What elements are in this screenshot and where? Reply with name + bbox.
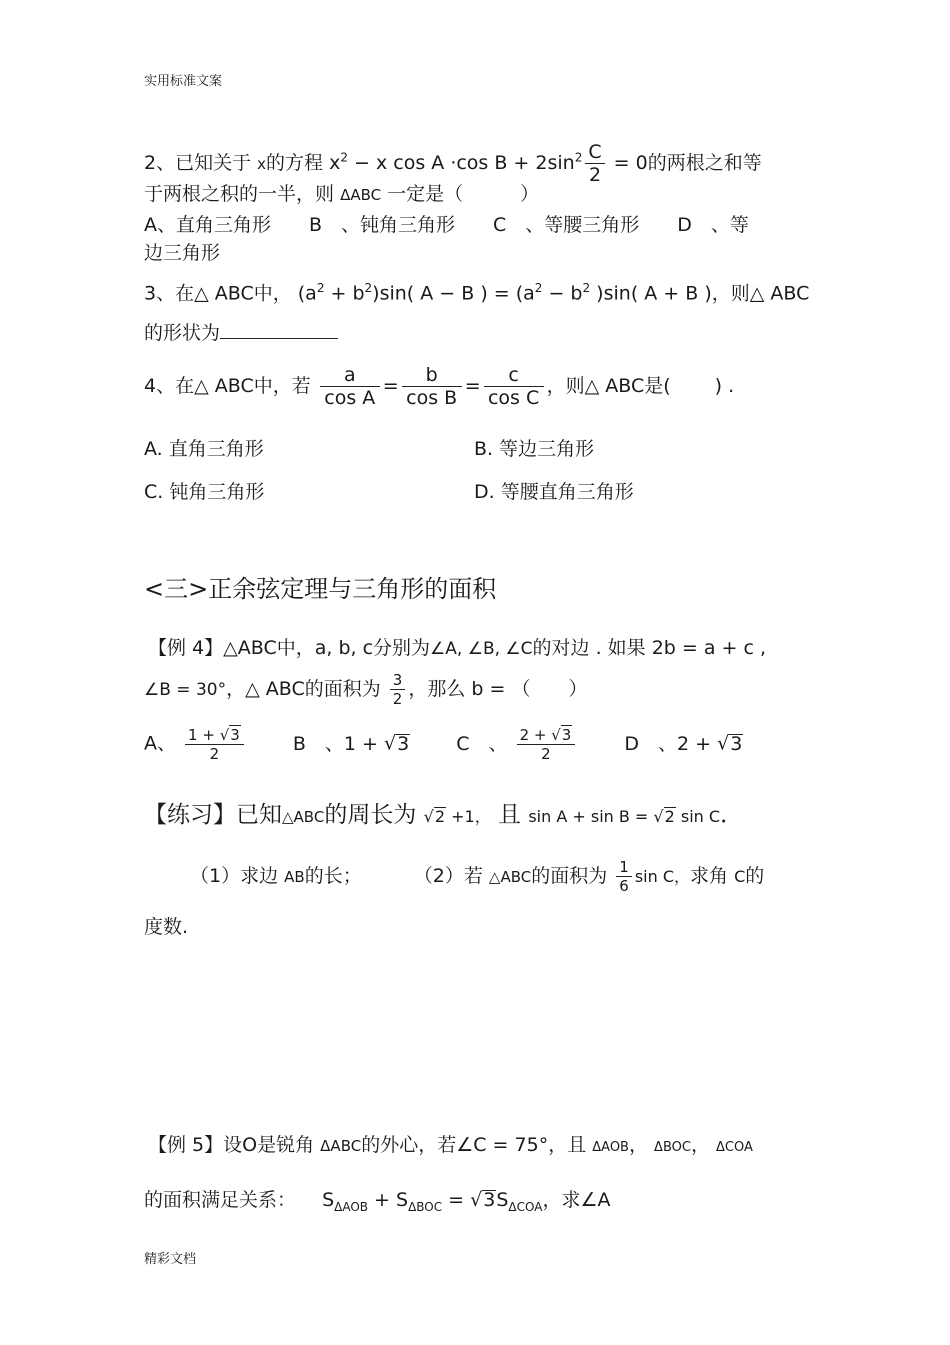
fraction-a bbox=[320, 364, 380, 409]
example-4-options: A、 $\frac{1 + √3}{2}$ B 、1 + √3 C 、 $\frac{2 + √3}{2}$ D 、2 + √3 bbox=[144, 726, 743, 763]
formula: √2 +1， bbox=[423, 807, 491, 826]
text: a, b, c bbox=[314, 637, 374, 659]
answer-blank[interactable] bbox=[220, 318, 338, 339]
text: ，则△ ABC是( ) . bbox=[546, 375, 735, 397]
text: ∠A, ∠B, ∠C bbox=[430, 639, 533, 659]
superscript: 2 bbox=[340, 150, 348, 165]
numerator: 1 + √3 bbox=[185, 725, 244, 745]
denominator: 2 bbox=[541, 745, 551, 763]
text: 2b = a + c , bbox=[651, 637, 767, 659]
radicand: 3 bbox=[561, 726, 572, 744]
text: 且 bbox=[498, 802, 522, 828]
text: − b bbox=[542, 282, 583, 305]
practice-subquestions bbox=[190, 858, 764, 895]
denominator: cos B bbox=[406, 387, 458, 409]
question-4-line bbox=[144, 364, 734, 409]
example-4-line-1 bbox=[148, 636, 766, 661]
numerator: b bbox=[402, 364, 462, 387]
text: 1 + bbox=[188, 726, 220, 744]
equals: = bbox=[464, 375, 481, 397]
formula: sin A + sin B = √2 sin C bbox=[528, 807, 721, 826]
text: ，△ ABC的面积为 bbox=[226, 678, 381, 700]
superscript: 2 bbox=[534, 281, 543, 295]
numerator: c bbox=[484, 364, 544, 387]
example-5-line-1 bbox=[148, 1133, 753, 1160]
text: 的面积满足关系： bbox=[144, 1189, 297, 1211]
fraction bbox=[390, 671, 406, 708]
option-c: C. 钝角三角形 bbox=[144, 481, 265, 503]
fraction bbox=[585, 141, 604, 186]
text: x bbox=[329, 152, 341, 174]
text: S bbox=[396, 1189, 409, 1211]
text: 求角 bbox=[690, 865, 729, 887]
text: O bbox=[242, 1134, 258, 1156]
fraction-b bbox=[402, 364, 462, 409]
example-4-line-2 bbox=[144, 671, 587, 708]
text: + bbox=[368, 1189, 397, 1211]
numerator: C bbox=[585, 141, 604, 164]
equals: = bbox=[382, 375, 399, 397]
text: − x cos A ·cos B + 2sin bbox=[347, 152, 575, 174]
text: )sin( A + B )，则△ ABC bbox=[590, 282, 810, 305]
text: 的方程 bbox=[266, 152, 324, 174]
denominator: cos A bbox=[324, 387, 376, 409]
text: B 、1 + bbox=[292, 732, 384, 755]
text: sin A + sin B = bbox=[528, 807, 654, 826]
practice-line bbox=[144, 796, 743, 829]
text: 于两根之积的一半，则 bbox=[144, 183, 335, 205]
equation bbox=[329, 141, 648, 186]
text: 【例 4】△ABC中， bbox=[148, 637, 315, 659]
text: ， bbox=[628, 1134, 648, 1156]
radicand: 3 bbox=[483, 1189, 496, 1211]
text: C 、 bbox=[456, 732, 508, 755]
text: 一定是（ ） bbox=[387, 183, 540, 205]
fraction-c bbox=[484, 364, 544, 409]
subscript: ΔCOA bbox=[508, 1199, 543, 1214]
text: △ABC bbox=[488, 868, 532, 886]
text: ，且 bbox=[548, 1134, 587, 1156]
text: 的两根之和等 bbox=[647, 152, 762, 174]
radicand: 3 bbox=[730, 732, 743, 755]
text: 3、在△ ABC中， bbox=[144, 282, 292, 305]
denominator: 2 bbox=[588, 164, 602, 186]
text: sin C bbox=[675, 807, 721, 826]
denominator: 2 bbox=[392, 690, 403, 708]
text: 的外心，若 bbox=[361, 1134, 457, 1156]
text: ∠C = 75° bbox=[456, 1134, 549, 1156]
section-heading: <三>正余弦定理与三角形的面积 bbox=[144, 575, 497, 603]
fraction bbox=[616, 858, 632, 895]
text: 的长； bbox=[304, 865, 362, 887]
text: △ABC bbox=[282, 808, 325, 826]
question-3-line-1 bbox=[144, 276, 809, 305]
radicand: 2 bbox=[434, 807, 446, 826]
text: S bbox=[322, 1189, 335, 1211]
text: (a bbox=[297, 282, 317, 305]
radicand: 3 bbox=[230, 726, 240, 744]
text: +1， bbox=[446, 807, 491, 826]
numerator: 2 + √3 bbox=[517, 725, 576, 745]
text: 2、已知关于 bbox=[144, 152, 252, 174]
text: （2）若 bbox=[413, 865, 483, 887]
option-a-fraction bbox=[185, 725, 244, 763]
text: x bbox=[257, 155, 267, 173]
text: 4、在△ ABC中，若 bbox=[144, 375, 311, 397]
text: C bbox=[734, 867, 746, 886]
text: + b bbox=[324, 282, 365, 305]
text: ， bbox=[690, 1134, 710, 1156]
text: 【练习】已知 bbox=[144, 802, 282, 828]
text: 【例 5】设 bbox=[148, 1134, 243, 1156]
text: 的 bbox=[745, 865, 765, 887]
text: 的形状为 bbox=[144, 322, 221, 344]
superscript: 2 bbox=[316, 281, 325, 295]
question-2-options: A、直角三角形 B 、钝角三角形 C 、等腰三角形 D 、等 bbox=[144, 214, 749, 236]
text: ，那么 bbox=[408, 678, 466, 700]
option-d: D. 等腰直角三角形 bbox=[474, 481, 634, 503]
text: ∠B = 30° bbox=[144, 680, 227, 700]
text: 2 + bbox=[519, 726, 552, 744]
denominator: 6 bbox=[619, 877, 629, 895]
text: 分别为 bbox=[373, 637, 431, 659]
page-footer: 精彩文档 bbox=[144, 1252, 197, 1267]
text: ，求∠A bbox=[542, 1189, 611, 1211]
example-5-line-2: 的面积满足关系： $S_{\Delta AOB} + S_{\Delta BOC} = √3S_{\Delta COA}$，求∠A bbox=[144, 1189, 611, 1214]
text: = bbox=[442, 1189, 471, 1211]
text: ． bbox=[720, 802, 744, 828]
text: （1）求边 bbox=[190, 865, 279, 887]
text: )sin( A − B ) = (a bbox=[372, 282, 535, 305]
superscript: 2 bbox=[364, 281, 373, 295]
numerator: a bbox=[320, 364, 380, 387]
question-3-line-2 bbox=[144, 318, 338, 345]
text: （ ） bbox=[511, 678, 588, 700]
page-header: 实用标准文案 bbox=[144, 74, 223, 89]
text: D 、2 + bbox=[624, 732, 718, 755]
superscript: 2 bbox=[574, 150, 583, 165]
text: ΔBOC bbox=[654, 1140, 691, 1155]
numerator: 3 bbox=[390, 671, 406, 690]
text: ΔAOB bbox=[592, 1140, 629, 1155]
text: b = bbox=[471, 678, 506, 700]
denominator: cos C bbox=[487, 387, 540, 409]
text: 是锐角 bbox=[257, 1134, 315, 1156]
radicand: 3 bbox=[397, 732, 410, 755]
text: AB bbox=[284, 868, 305, 886]
text: ΔABC bbox=[320, 1137, 362, 1155]
superscript: 2 bbox=[582, 281, 591, 295]
text: ΔABC bbox=[340, 186, 382, 204]
text: = 0 bbox=[607, 152, 648, 174]
question-2-line-1 bbox=[144, 141, 762, 186]
option-c-fraction bbox=[517, 725, 576, 763]
numerator: 1 bbox=[616, 858, 632, 877]
subscript: ΔAOB bbox=[334, 1199, 369, 1214]
question-2-line-4: 边三角形 bbox=[144, 242, 221, 264]
radicand: 2 bbox=[664, 807, 675, 826]
question-2-line-2 bbox=[144, 182, 539, 207]
text: S bbox=[496, 1189, 509, 1211]
denominator: 2 bbox=[209, 745, 220, 763]
option-b: B. 等边三角形 bbox=[474, 438, 595, 460]
text: 的周长为 bbox=[324, 802, 417, 828]
option-a: A. 直角三角形 bbox=[144, 438, 264, 460]
text: A、 bbox=[144, 732, 176, 755]
practice-line-3: 度数. bbox=[144, 916, 189, 938]
text: sin C， bbox=[634, 867, 691, 886]
subscript: ΔBOC bbox=[408, 1199, 443, 1214]
text: 的面积为 bbox=[531, 865, 608, 887]
text: ΔCOA bbox=[716, 1140, 753, 1155]
text: 的对边 . 如果 bbox=[532, 637, 646, 659]
